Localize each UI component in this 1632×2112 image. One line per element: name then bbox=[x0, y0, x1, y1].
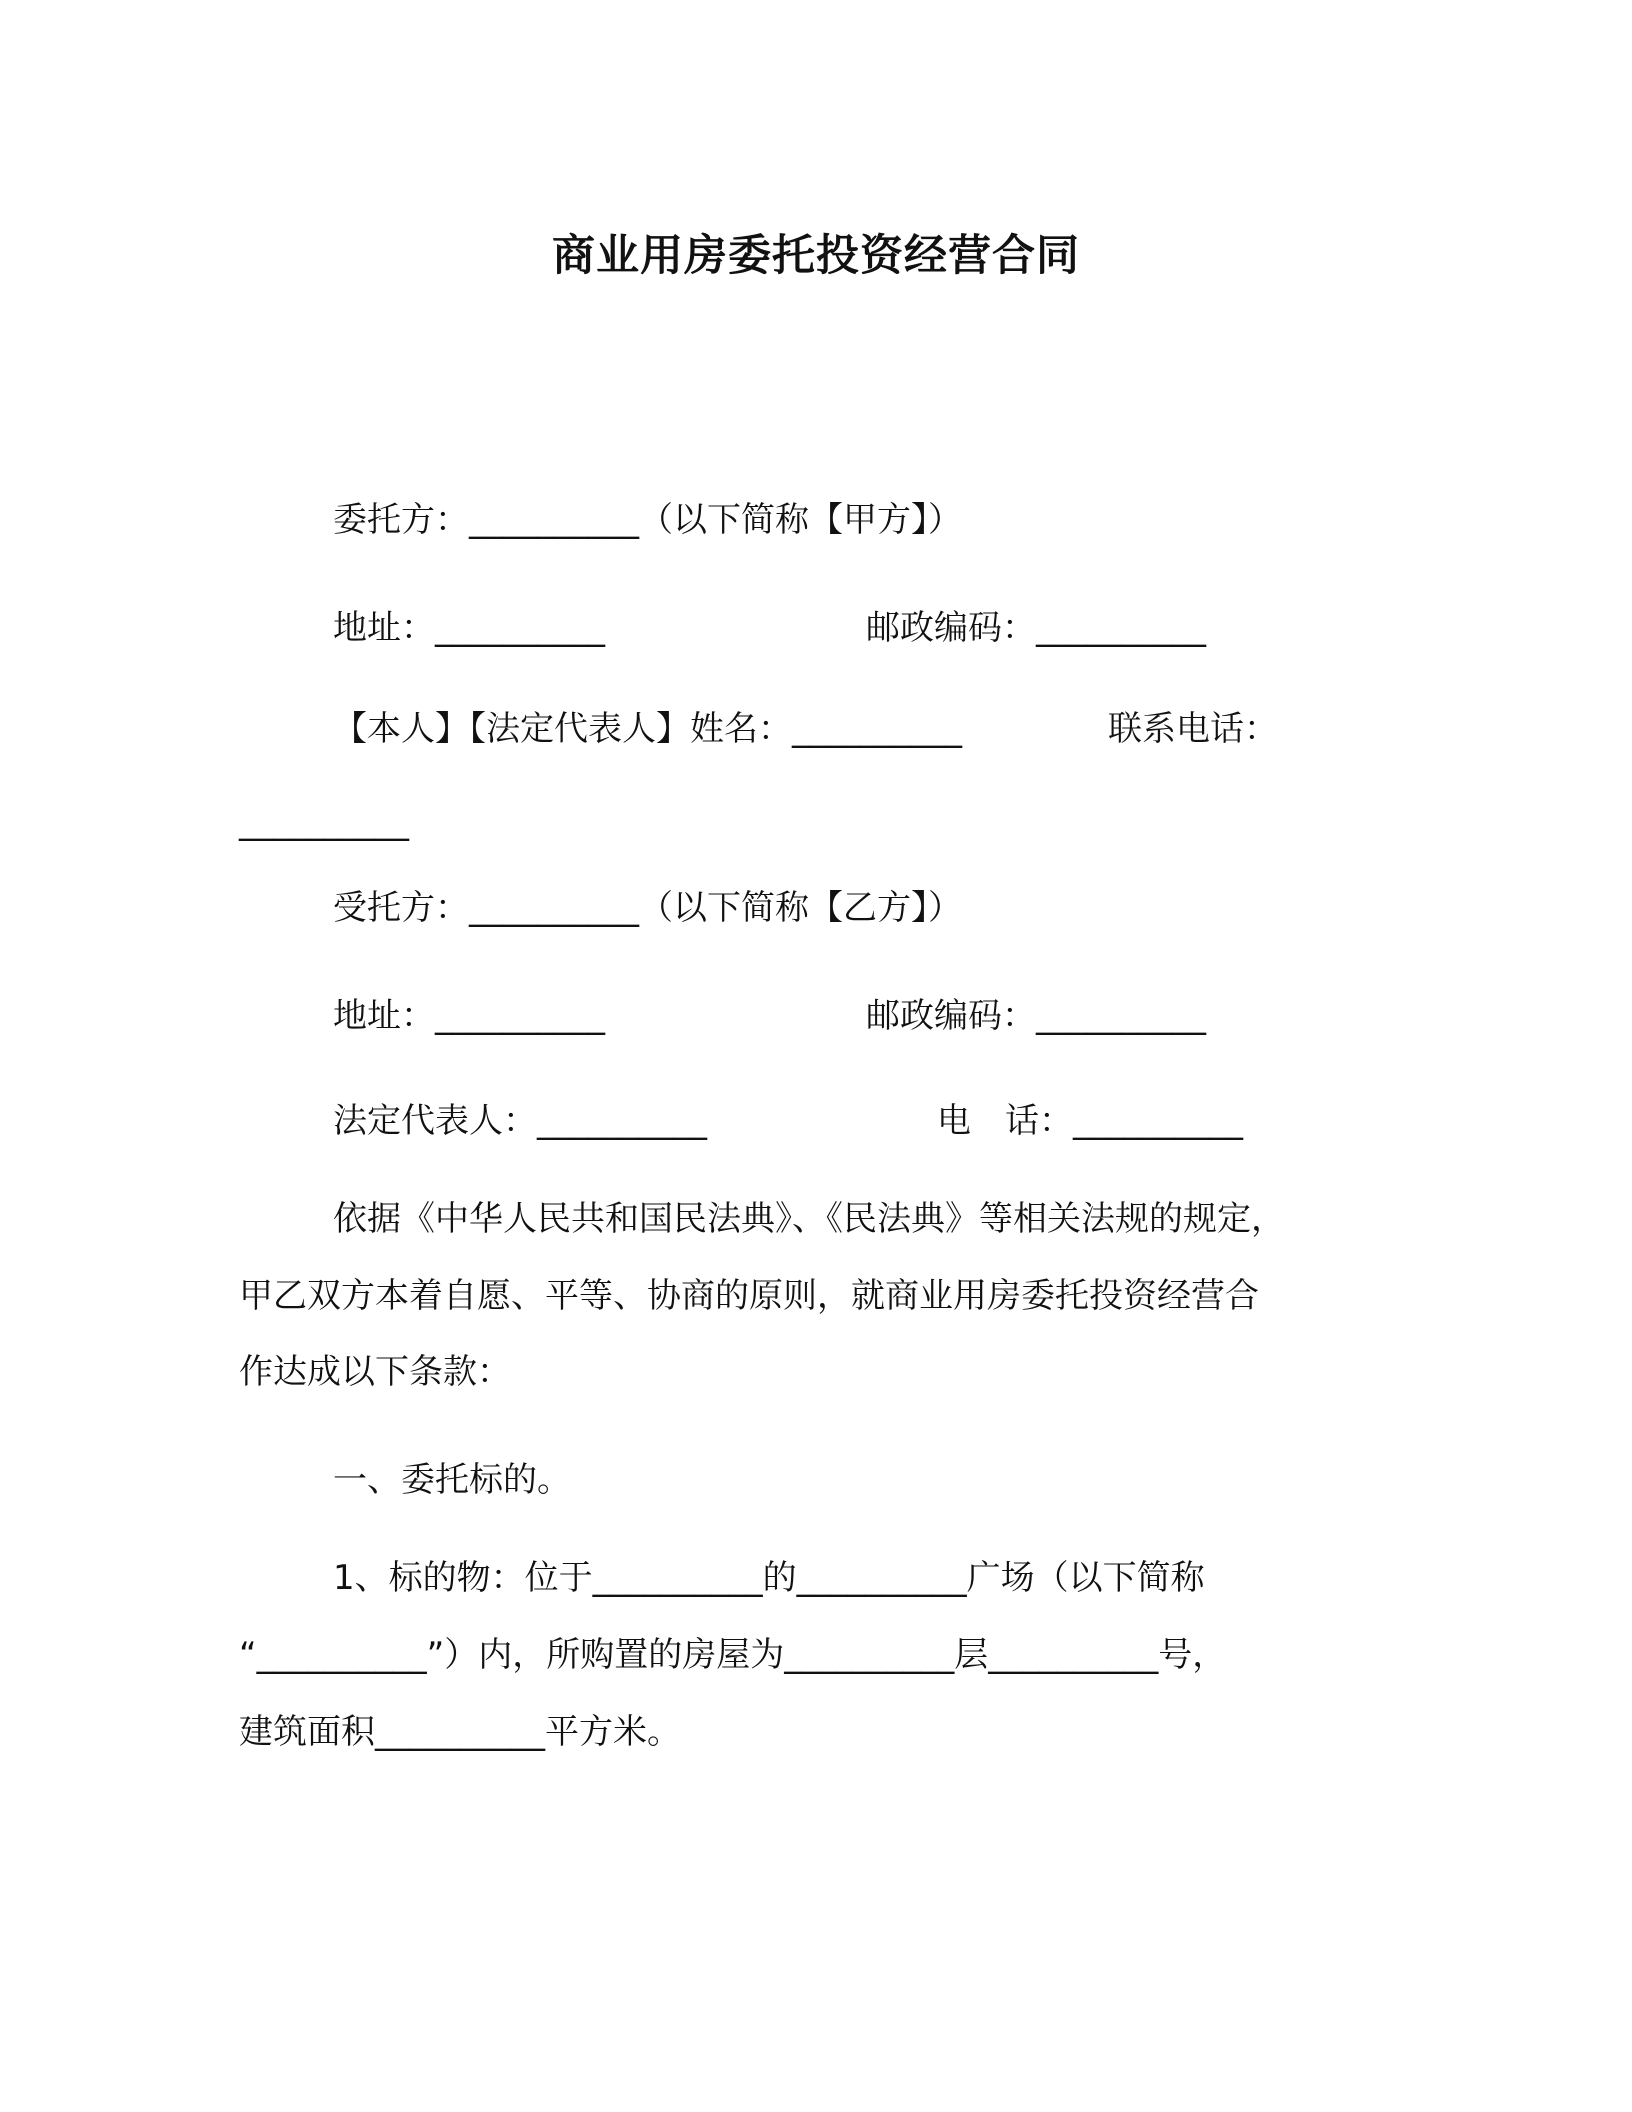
party-b-name-line: 受托方：__________（以下简称【乙方】） bbox=[333, 888, 962, 928]
section-1-heading: 一、委托标的。 bbox=[333, 1460, 571, 1500]
party-a-phone-value: __________ bbox=[239, 802, 409, 842]
document-title: 商业用房委托投资经营合同 bbox=[552, 231, 1080, 281]
preamble-line-3: 作达成以下条款： bbox=[239, 1352, 511, 1392]
party-b-phone: 电 话：__________ bbox=[937, 1101, 1243, 1141]
party-a-representative-name: 【本人】【法定代表人】姓名：__________ bbox=[333, 709, 962, 749]
party-a-postal-code: 邮政编码：__________ bbox=[866, 608, 1206, 648]
item-1-line-1: 1、标的物：位于__________的__________广场（以下简称 bbox=[333, 1558, 1205, 1598]
party-b-address: 地址：__________ bbox=[333, 996, 605, 1036]
preamble-line-2: 甲乙双方本着自愿、平等、协商的原则，就商业用房委托投资经营合 bbox=[239, 1276, 1259, 1316]
party-a-address: 地址：__________ bbox=[333, 608, 605, 648]
preamble-line-1: 依据《中华人民共和国民法典》、《民法典》等相关法规的规定， bbox=[333, 1199, 1285, 1239]
item-1-line-2: “__________”）内，所购置的房屋为__________层__________号， bbox=[239, 1635, 1227, 1675]
party-b-legal-representative: 法定代表人：__________ bbox=[333, 1101, 707, 1141]
item-1-line-3: 建筑面积__________平方米。 bbox=[239, 1712, 681, 1752]
party-a-phone-label: 联系电话： bbox=[1108, 709, 1278, 749]
party-b-postal-code: 邮政编码：__________ bbox=[866, 996, 1206, 1036]
party-a-name-line: 委托方：__________（以下简称【甲方】） bbox=[333, 500, 962, 540]
